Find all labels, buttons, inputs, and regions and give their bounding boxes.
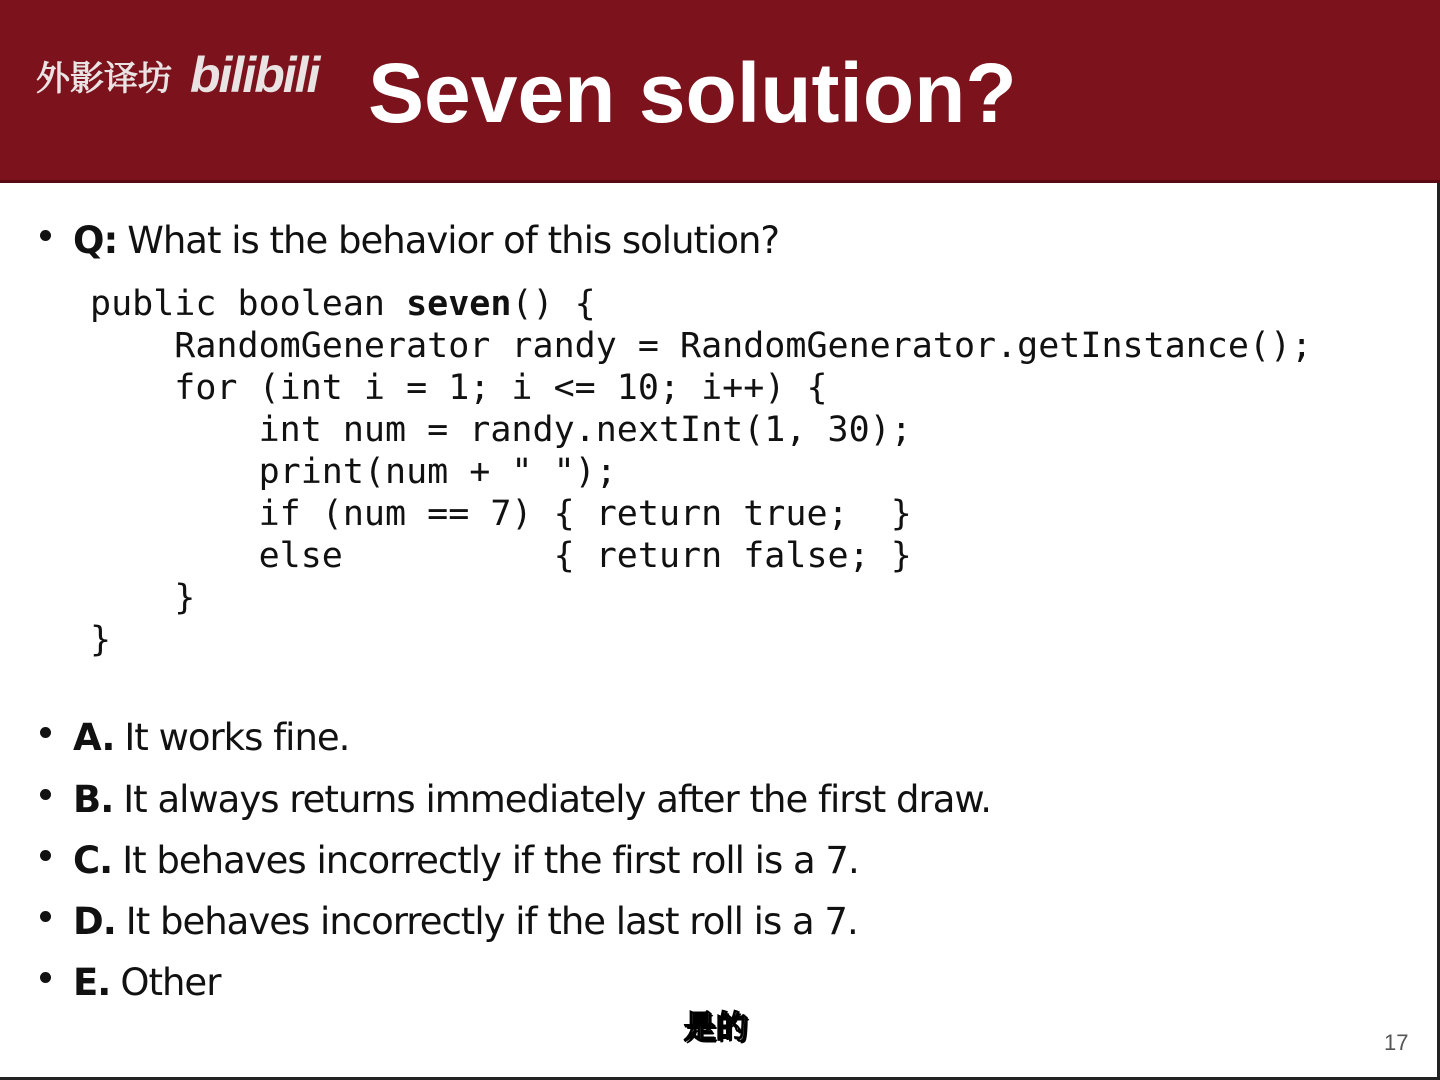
code-line-8: }: [90, 578, 196, 618]
bullet-dot-icon: [40, 230, 51, 241]
bullet-dot-icon: [40, 972, 51, 983]
answer-e: [40, 961, 220, 1004]
code-line-4: int num = randy.nextInt(1, 30);: [90, 410, 912, 450]
question-key: Q:: [73, 219, 118, 262]
answer-c: [40, 839, 859, 882]
slide-header: [0, 0, 1440, 180]
watermark: [36, 46, 318, 104]
question-bullet: [40, 219, 779, 262]
answer-b: [40, 778, 991, 821]
code-line-1: public boolean seven() {: [90, 284, 596, 324]
bullet-dot-icon: [40, 911, 51, 922]
bullet-dot-icon: [40, 850, 51, 861]
bullet-dot-icon: [40, 789, 51, 800]
code-line-5: print(num + " ");: [90, 452, 617, 492]
code-line-6: if (num == 7) { return true; }: [90, 494, 912, 534]
bilibili-logo: bilibili: [190, 47, 319, 103]
answer-key: A.: [73, 716, 115, 759]
video-subtitle: 是的: [684, 1008, 749, 1046]
header-divider: [0, 180, 1440, 183]
page-number: 17: [1384, 1030, 1409, 1055]
answer-text: It behaves incorrectly if the last roll is a 7.: [125, 900, 858, 943]
answer-a: [40, 716, 349, 759]
answer-text: Other: [120, 961, 221, 1004]
answer-key: D.: [73, 900, 116, 943]
answer-text: It behaves incorrectly if the first roll is a 7.: [122, 839, 859, 882]
answer-key: E.: [73, 961, 111, 1004]
code-line-3: for (int i = 1; i <= 10; i++) {: [90, 368, 828, 408]
answer-key: C.: [73, 839, 113, 882]
bullet-dot-icon: [40, 727, 51, 738]
method-name: seven: [406, 284, 512, 324]
code-line-2: RandomGenerator randy = RandomGenerator.getInstance();: [90, 326, 1313, 366]
watermark-channel: 外影译坊: [36, 58, 172, 99]
code-block: [90, 283, 1312, 661]
code-line-9: }: [90, 620, 112, 660]
answer-text: It works fine.: [124, 716, 350, 759]
answer-d: [40, 900, 858, 943]
answer-key: B.: [73, 778, 114, 821]
slide-title: Seven solution?: [368, 46, 1017, 140]
code-line-7: else { return false; }: [90, 536, 912, 576]
answer-text: It always returns immediately after the first draw.: [123, 778, 992, 821]
question-text: What is the behavior of this solution?: [127, 219, 780, 262]
